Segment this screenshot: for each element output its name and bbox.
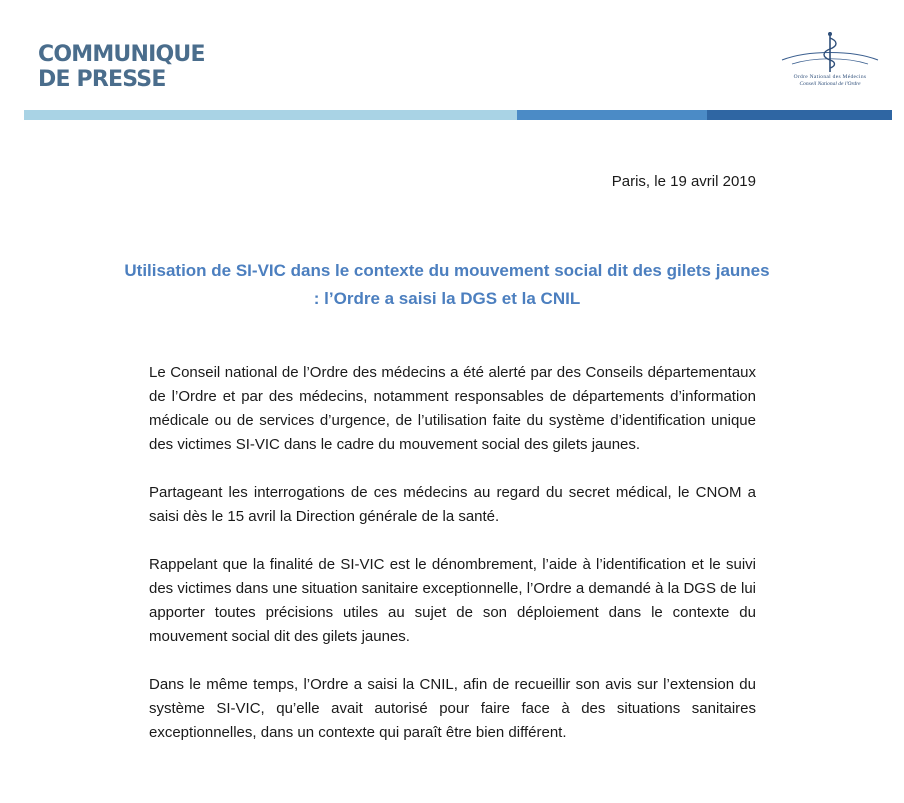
logo-subtitle: Conseil National de l'Ordre [799,81,861,87]
band-segment-mid [517,110,707,120]
press-release-heading [38,42,205,92]
heading-line-2: DE PRESSE [38,67,166,92]
ordre-medecins-logo [778,30,882,92]
band-segment-light [24,110,517,120]
header-color-band [24,110,892,120]
body-text [149,361,756,769]
heading-line-1: COMMUNIQUE [38,42,205,67]
paragraph: Partageant les interrogations de ces médecins au regard du secret médical, le CNOM a saisi dès le 15 avril la Direction générale de la santé. [149,484,756,525]
paragraph: Rappelant que la finalité de SI-VIC est le dénombrement, l’aide à l’identification et le suivi des victimes dans une situation sanitaire exceptionnelle, l’Ordre a demandé à la DGS de lui apporter toutes précisions utiles au sujet de son déploiement dans le contexte du mouvement social dit des gilets jaunes. [149,556,757,645]
press-release-title: Utilisation de SI-VIC dans le contexte du mouvement social dit des gilets jaunes : l’Ordre a saisi la DGS et la CNIL [124,261,770,308]
caduceus-icon [778,30,882,74]
date-line: Paris, le 19 avril 2019 [611,173,756,190]
paragraph: Dans le même temps, l’Ordre a saisi la CNIL, afin de recueillir son avis sur l’extension du système SI-VIC, qu’elle avait autorisé pour faire face à des situations sanitaires exceptionnelles, dans un contexte qui paraît être bien différent. [149,676,756,741]
logo-organization-name: Ordre National des Médecins [793,74,867,80]
band-segment-dark [707,110,892,120]
paragraph: Le Conseil national de l’Ordre des médecins a été alerté par des Conseils départementaux de l’Ordre et par des médecins, notamment responsables de départements d’information médicale ou de services d’urgence, de l’utilisation faite du système d’identification unique des victimes SI-VIC dans le cadre du mouvement social des gilets jaunes. [149,364,756,453]
